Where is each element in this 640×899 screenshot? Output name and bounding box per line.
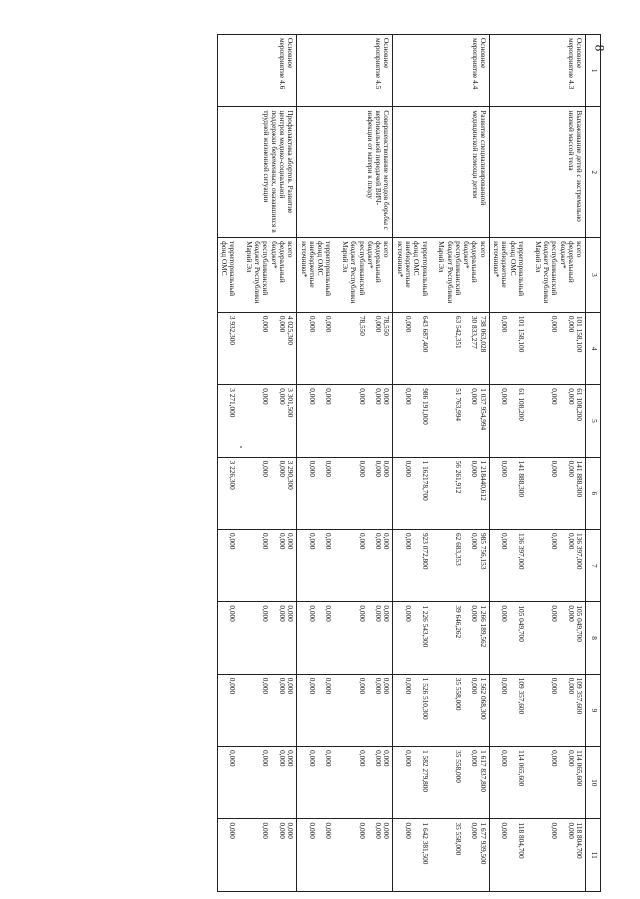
value-cell [489, 674, 585, 746]
value: 35 558,000 [453, 822, 463, 856]
value: 63 542,351 [453, 315, 463, 349]
value: 136 397,000 [516, 532, 526, 570]
value-cell [489, 602, 585, 674]
value-cell [393, 385, 489, 457]
activity-title: Совершенствование методов борьбы с вертикальной передачей ВИЧ-инфекции от матери к плоду [297, 107, 393, 238]
value: 0,000 [500, 388, 510, 405]
value: 0,000 [550, 388, 560, 405]
value: 0,000 [550, 532, 560, 550]
value: 0,000 [500, 677, 510, 695]
column-number-6: 6 [586, 457, 601, 529]
value: 0,000 [307, 460, 317, 478]
value: 0,000 [307, 605, 317, 622]
value: 0,000 [286, 677, 296, 695]
value: 101 158,100 [516, 315, 526, 353]
value: 0,000 [277, 822, 287, 839]
value: 3 301,500 [286, 388, 296, 418]
value: 0,000 [357, 605, 367, 622]
value-cell [217, 457, 297, 529]
value: 141 888,300 [575, 460, 584, 498]
value: 0,000 [286, 822, 296, 839]
funding-sources [297, 238, 393, 313]
value: 0,000 [500, 532, 510, 550]
funding-source: республиканский бюджет Республики Марий Эл [341, 241, 367, 304]
activity-title: Выхаживание детей с экстремально низкой массой тела [489, 107, 585, 238]
funding-source: федеральный бюджет* [366, 241, 384, 283]
value-cell [217, 602, 297, 674]
value: 1 037 954,994 [478, 388, 488, 431]
value-cell [217, 385, 297, 457]
page-number: 8 [592, 44, 608, 52]
activity-title: Профилактика абортов. Развитие центров медико-социальной поддержки беременных, оказавшихся в трудной жизненной ситуации [217, 107, 297, 238]
value: 101 158,100 [575, 315, 584, 353]
value: 0,000 [277, 460, 287, 478]
activity-code: Основное мероприятие 4.3 [489, 35, 585, 107]
value: 0,000 [228, 532, 238, 550]
value: 35 558,000 [453, 677, 463, 711]
value: 0,000 [286, 750, 296, 767]
value-cell [393, 674, 489, 746]
value: 0,000 [550, 315, 560, 333]
column-number-7: 7 [586, 529, 601, 601]
value-cell [393, 312, 489, 384]
value-cell [393, 529, 489, 601]
value: 0,000 [470, 750, 480, 767]
table-row [489, 35, 585, 892]
funding-source: территориальный фонд ОМС [508, 241, 526, 297]
value-cell [217, 819, 297, 892]
value: 0,000 [404, 388, 414, 405]
value: 0,000 [374, 388, 384, 405]
value-cell [297, 674, 393, 746]
funding-source: внебюджетные источники* [395, 241, 414, 288]
value: 0,000 [566, 605, 576, 622]
value-cell [489, 819, 585, 892]
value: 0,000 [277, 315, 287, 333]
funding-source: территориальный фонд ОМС [316, 241, 334, 297]
value: 0,000 [404, 315, 414, 333]
funding-source: внебюджетные источники* [299, 241, 317, 288]
value: 0,000 [357, 532, 367, 550]
value: 0,000 [307, 677, 317, 695]
column-number-10: 10 [586, 747, 601, 819]
table-row [297, 35, 393, 892]
value: 0,000 [382, 605, 392, 622]
value: 0,000 [470, 460, 480, 478]
value: 61 108,200 [516, 388, 526, 422]
value: 0,000 [374, 750, 384, 767]
value: 118 804,700 [516, 822, 526, 859]
value: 0,000 [228, 822, 238, 839]
value-cell [489, 747, 585, 819]
value: 0,000 [470, 605, 480, 622]
activity-title: Развитие специализированной медицинской помощи детям [393, 107, 489, 238]
value-cell [217, 529, 297, 601]
activity-code: Основное мероприятие 4.4 [393, 35, 489, 107]
rotated-table-container [131, 34, 601, 892]
column-number-5: 5 [586, 385, 601, 457]
value-cell [297, 602, 393, 674]
value-cell [489, 385, 585, 457]
value: 62 683,353 [453, 532, 463, 566]
value: 0,000 [566, 532, 576, 550]
table-row [217, 35, 297, 892]
value: 0,000 [307, 315, 317, 333]
value: 78,550 [382, 315, 392, 336]
funding-source: внебюджетные источники* [492, 241, 510, 288]
value: 0,000 [277, 532, 287, 550]
value: 0,000 [500, 460, 510, 478]
table-body [217, 35, 585, 892]
value-cell [297, 747, 393, 819]
value: 0,000 [324, 605, 334, 622]
value: 0,000 [566, 315, 576, 333]
value: 0,000 [566, 388, 576, 405]
value: 0,000 [307, 532, 317, 550]
value: 0,000 [261, 315, 271, 333]
value: 0,000 [324, 822, 334, 839]
value-cell [297, 529, 393, 601]
funding-sources [217, 238, 297, 313]
value: 0,000 [261, 605, 271, 622]
value: 0,000 [286, 532, 296, 550]
value: 0,000 [324, 532, 334, 550]
funding-source: федеральный бюджет* [462, 241, 480, 283]
funding-source: территориальный фонд ОМС [219, 241, 238, 297]
value-cell [489, 312, 585, 384]
value: 0,000 [500, 822, 510, 839]
column-number-2: 2 [586, 107, 601, 238]
column-number-1: 1 [586, 35, 601, 107]
value: 0,000 [357, 750, 367, 767]
value: 0,000 [357, 460, 367, 478]
value-cell [393, 747, 489, 819]
column-number-8: 8 [586, 602, 601, 674]
value: 0,000 [307, 822, 317, 839]
value-cell [297, 819, 393, 892]
value: 1 162178,700 [420, 460, 430, 501]
activity-code: Основное мероприятие 4.5 [297, 35, 393, 107]
value: 0,000 [404, 460, 414, 478]
value: 0,000 [277, 677, 287, 695]
value: 0,000 [470, 388, 480, 405]
value: 0,000 [261, 677, 271, 695]
value: 30 833,277 [470, 315, 480, 349]
column-number-9: 9 [586, 674, 601, 746]
value: 1 677 939,500 [478, 822, 488, 865]
value: 0,000 [324, 460, 334, 478]
value: 109 357,600 [516, 677, 526, 715]
value: 0,000 [382, 822, 392, 839]
funding-source: всего [575, 241, 584, 258]
value: 39 646,262 [453, 605, 463, 639]
value: 0,000 [277, 750, 287, 767]
value: 0,000 [566, 750, 576, 767]
value: 1 266 189,562 [478, 605, 488, 648]
funding-source: всего [478, 241, 488, 258]
value: 118 804,700 [575, 822, 584, 859]
value: 114 065,600 [516, 750, 526, 787]
value: 0,000 [307, 388, 317, 405]
value: 3 932,300 [228, 315, 238, 346]
value: 0,000 [374, 822, 384, 839]
value-cell [217, 312, 297, 384]
value: 105 049,700 [516, 605, 526, 642]
value: 0,000 [324, 750, 334, 767]
value: 0,000 [261, 750, 271, 767]
value: 0,000 [261, 532, 271, 550]
value: 3 226,300 [228, 460, 238, 490]
value: 109 357,600 [575, 677, 584, 715]
value: 3 271,000 [228, 388, 238, 418]
funding-source: территориальный фонд ОМС [412, 241, 430, 297]
value: 0,000 [374, 460, 384, 478]
funding-sources [489, 238, 585, 313]
value: 0,000 [261, 822, 271, 839]
value: 0,000 [470, 532, 480, 550]
value: 4 025,300 [286, 315, 296, 346]
value: 114 065,600 [575, 750, 584, 787]
value: 0,000 [228, 750, 238, 767]
funding-source: федеральный бюджет* [558, 241, 576, 283]
value: 0,000 [404, 822, 414, 839]
value: 0,000 [261, 388, 271, 405]
value: 3 290,300 [286, 460, 296, 490]
value: 0,000 [404, 677, 414, 695]
value: 0,000 [566, 822, 576, 839]
value: 738 063,028 [478, 315, 488, 353]
value: 923 072,800 [420, 532, 430, 570]
value-cell [393, 457, 489, 529]
value: 986 191,000 [420, 388, 430, 425]
budget-table [217, 34, 601, 892]
value: 643 687,400 [420, 315, 430, 353]
value: 136 397,000 [575, 532, 584, 570]
value: 0,000 [228, 605, 238, 622]
value: 0,000 [550, 460, 560, 478]
value-cell [393, 602, 489, 674]
funding-source: республиканский бюджет Республики Марий Эл [244, 241, 271, 304]
value-cell [217, 747, 297, 819]
value: 78,550 [357, 315, 367, 336]
value: 0,000 [286, 605, 296, 622]
value: 0,000 [374, 532, 384, 550]
value: 0,000 [382, 388, 392, 405]
value: 0,000 [228, 677, 238, 695]
value: 0,000 [500, 605, 510, 622]
value: 0,000 [382, 460, 392, 478]
value: 0,000 [324, 315, 334, 333]
value: 0,000 [307, 750, 317, 767]
column-number-3: 3 [586, 238, 601, 313]
value-cell [393, 819, 489, 892]
value: 105 049,700 [575, 605, 584, 642]
table-row [393, 35, 489, 892]
value: 0,000 [324, 677, 334, 695]
value: 0,000 [382, 677, 392, 695]
value: 0,000 [566, 677, 576, 695]
value: 0,000 [374, 605, 384, 622]
value: 0,000 [357, 388, 367, 405]
value: 0,000 [500, 750, 510, 767]
value: 1 617 837,800 [478, 750, 488, 793]
value-cell [297, 312, 393, 384]
value: 0,000 [470, 822, 480, 839]
value: 1 526 510,300 [420, 677, 430, 720]
value: 0,000 [357, 822, 367, 839]
value: 985 756,153 [478, 532, 488, 570]
value: 0,000 [277, 388, 287, 405]
value: 0,000 [550, 750, 560, 767]
value: 1 642 381,500 [420, 822, 430, 865]
value-cell [217, 674, 297, 746]
value: 0,000 [550, 677, 560, 695]
value-cell [489, 529, 585, 601]
value: 1 582 279,800 [420, 750, 430, 793]
value: 0,000 [261, 460, 271, 478]
value: 0,000 [374, 315, 384, 333]
value: 0,000 [470, 677, 480, 695]
value: 51 763,994 [453, 388, 463, 422]
value: 0,000 [550, 822, 560, 839]
value: 0,000 [382, 532, 392, 550]
value: 1 218440,612 [478, 460, 488, 501]
activity-code: Основное мероприятие 4.6 [217, 35, 297, 107]
value: 0,000 [277, 605, 287, 622]
funding-sources [393, 238, 489, 313]
value: 1 226 543,300 [420, 605, 430, 648]
value: 0,000 [500, 315, 510, 333]
value-cell [489, 457, 585, 529]
value: 1 562 068,300 [478, 677, 488, 720]
value: 0,000 [374, 677, 384, 695]
funding-source: всего [382, 241, 392, 258]
value: 56 261,912 [453, 460, 463, 494]
value: 0,000 [357, 677, 367, 695]
column-number-4: 4 [586, 312, 601, 384]
value: 0,000 [382, 750, 392, 767]
value-cell [297, 385, 393, 457]
funding-source: федеральный бюджет* [269, 241, 287, 283]
column-number-row [586, 35, 601, 892]
value: 0,000 [566, 460, 576, 478]
column-number-11: 11 [586, 819, 601, 892]
value: 61 108,200 [575, 388, 584, 422]
value: 35 558,000 [453, 750, 463, 783]
funding-source: всего [286, 241, 296, 258]
funding-source: республиканский бюджет Республики Марий Эл [437, 241, 463, 304]
value: 0,000 [324, 388, 334, 405]
value: 0,000 [404, 532, 414, 550]
funding-source: республиканский бюджет Республики Марий Эл [533, 241, 560, 304]
value: 0,000 [404, 750, 414, 767]
value-cell [297, 457, 393, 529]
value: 0,000 [404, 605, 414, 622]
value: 0,000 [550, 605, 560, 622]
value: 141 888,300 [516, 460, 526, 498]
